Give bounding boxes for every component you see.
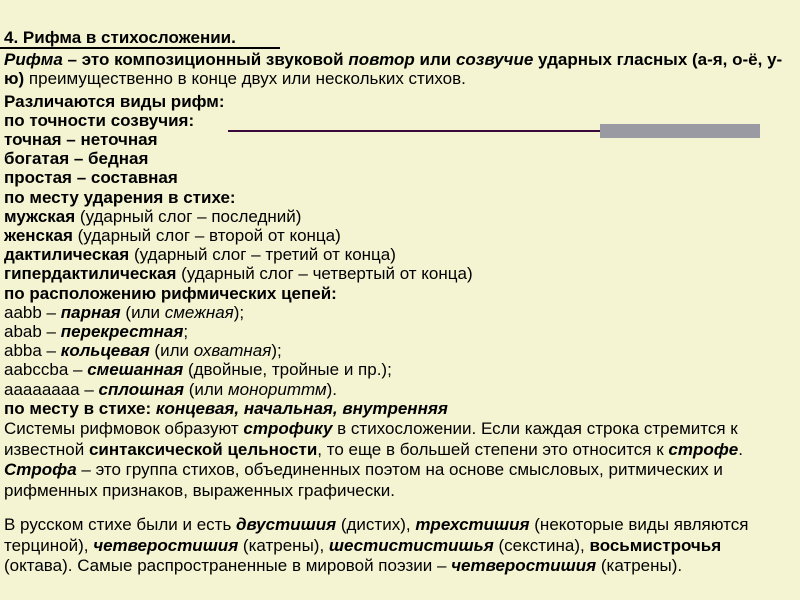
russian-verse-paragraph: В русском стихе были и есть двустишия (дистих), трехстишия (некоторые виды являются терциной), четверостишия (катрены), шестистистишья (секстина), восьмистрочья (октава). Самые распространенные в мировой поэзии – четверостишия (катрены). [4,515,749,575]
slide-title: 4. Рифма в стихосложении. [4,28,236,47]
accuracy-item: простая – составная [4,168,178,188]
accuracy-item: точная – неточная [4,130,158,150]
stress-heading: по месту ударения в стихе: [4,187,236,207]
accuracy-item: богатая – бедная [4,149,149,169]
chain-item: abab – перекрестная; [4,322,189,342]
accuracy-heading: по точности созвучия: [4,110,195,130]
rhyme-definition: Рифма – это композиционный звуковой повтор или созвучие ударных гласных (а-я, о-ё, у-ю) преимущественно в конце двух или нескольких стихов. [4,50,783,89]
stress-item: мужская (ударный слог – последний) [4,206,302,226]
kinds-heading: Различаются виды рифм: [4,91,225,111]
systems-paragraph: Системы рифмовок образуют строфику в стихосложении. Если каждая строка стремится к известной синтаксической цельности, то еще в большей степени это относится к строфе. Строфа – это группа стихов, объединенных поэтом на основе смысловых, ритмических и рифменных признаков, выраженных графически. [4,419,743,500]
chain-item: aabccba – смешанная (двойные, тройные и пр.); [4,360,392,380]
stress-item: гипердактилическая (ударный слог – четвертый от конца) [4,264,473,284]
chain-item: aabb – парная (или смежная); [4,302,245,322]
chains-heading: по расположению рифмических цепей: [4,283,337,303]
main-content [4,28,794,418]
stress-item: дактилическая (ударный слог – третий от конца) [4,245,396,265]
place-item: по месту в стихе: концевая, начальная, внутренняя [4,398,448,418]
chain-item: abba – кольцевая (или охватная); [4,341,282,361]
chain-item: aaaaaaaa – сплошная (или монориттм). [4,379,338,399]
stress-item: женская (ударный слог – второй от конца) [4,226,341,246]
